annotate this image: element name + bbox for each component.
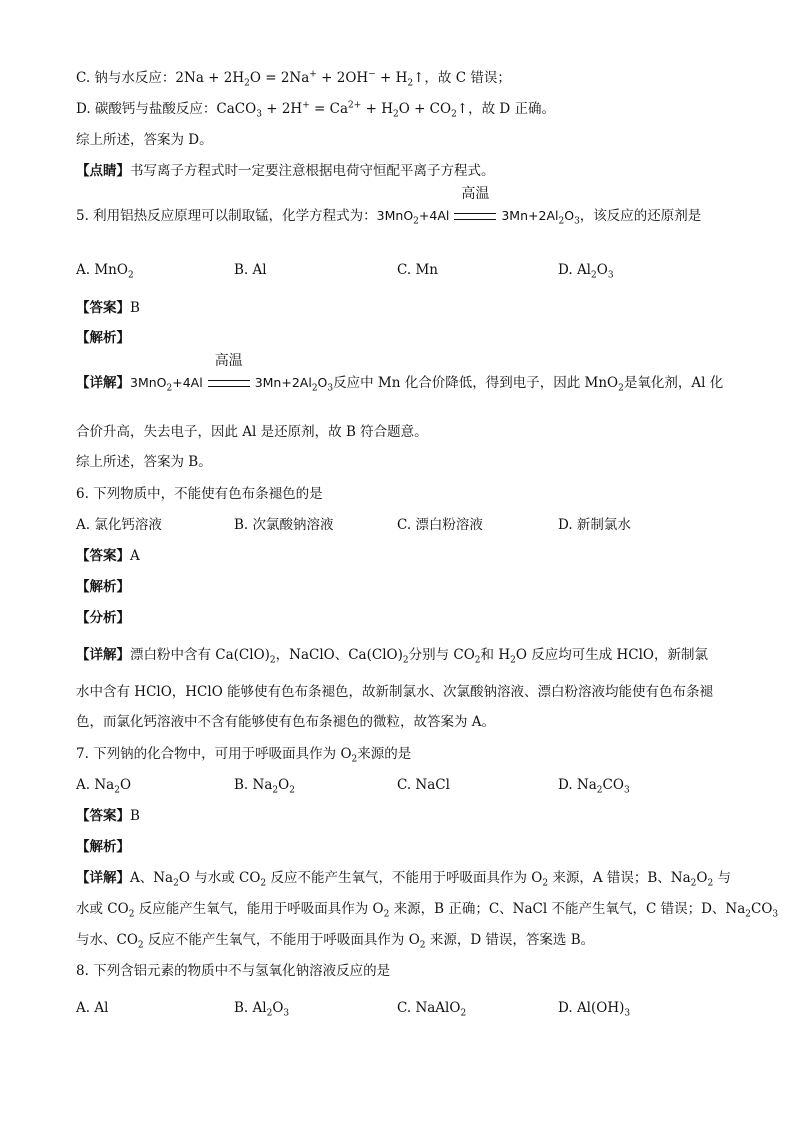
sup: − [368,69,376,80]
text: 来源，A 错误；B、Na [548,870,691,886]
q6-fenxi-tag [76,608,130,628]
equation-part: O [317,375,328,390]
q6-answer [76,546,140,566]
sub: 2 [244,78,250,89]
sub: 2 [474,655,481,666]
sub: 2 [591,270,597,281]
text: D. 碳酸钙与盐酸反应：CaCO [76,101,257,117]
value: O [272,1000,284,1016]
q6-detail-line-3: 色，而氯化钙溶液中不含有能够使有色布条褪色的微粒，故答案为 A。 [76,714,496,730]
sub: 2 [745,909,751,920]
text: ↑，故 D 正确。 [456,101,556,117]
sub: 2 [173,878,179,889]
text: O 反应均可生成 HClO，新制氯 [515,647,708,663]
text: A、Na [130,870,174,886]
q8-option-c [397,998,466,1018]
q7-analysis-tag [76,837,130,857]
sub: 2 [128,909,135,920]
sub: 2 [266,1008,273,1019]
label: C. [397,1000,412,1016]
q6-option-b: B. 次氯酸钠溶液 [234,517,334,533]
answer-value: B [130,300,140,316]
q8-option-d [558,998,630,1018]
text: O + CO [398,101,452,117]
question-5-stem [76,186,702,227]
q7-answer [76,806,140,826]
sub: 2 [618,383,624,394]
q8-option-b [234,998,289,1018]
sub: 2 [260,878,267,889]
q5-detail-line-1 [76,353,724,394]
value: Al [576,262,592,278]
text: ↑，故 C 错误； [413,70,511,86]
text: 来源，B 正确；C、NaCl 不能产生氧气，C 错误；D、Na [389,901,746,917]
value: B. Na [234,777,273,793]
value: O [119,777,132,793]
q6-analysis-tag [76,577,130,597]
reaction-condition [205,353,253,393]
equals-sign [454,213,496,220]
text: 分别与 CO [408,647,475,663]
answer-tag: 【答案】 [76,548,130,564]
sub: 2 [383,909,390,920]
text: 5. 利用铝热反应原理可以制取锰，化学方程式为： [76,208,377,224]
text: 是氧化剂，Al 化 [623,375,724,391]
text: O [696,870,708,886]
formula: MnO [584,375,619,391]
q7-option-c: C. NaCl [397,777,450,793]
value: Al [252,1000,267,1016]
question-8-stem: 8. 下列含铝元素的物质中不与氢氧化钠溶液反应的是 [76,963,391,979]
text: O = 2Na [249,70,310,86]
text: + 2OH [316,70,369,86]
q7-option-d [558,775,630,795]
equation-part: O [564,208,575,223]
q5-answer [76,298,140,318]
text: + 2H [261,101,303,117]
sub: 2 [351,754,358,765]
sub: 2 [558,216,565,227]
q7-detail-line-3 [76,930,594,950]
sub: 2 [510,655,516,666]
sub: 3 [327,383,334,394]
q6-option-c: C. 漂白粉溶液 [397,517,483,533]
sub: 3 [623,785,630,796]
text: 与 [713,870,732,886]
equation-part: 3Mn+2Al [254,375,312,390]
analysis-tag: 【解析】 [76,579,130,595]
condition-label: 高温 [214,353,243,369]
sub: 2 [289,785,295,796]
sub: 2 [542,878,549,889]
q6-detail-line-1 [76,645,708,665]
label: A. [76,262,91,278]
sup: 2+ [348,100,362,111]
sub: 3 [607,270,614,281]
text: CO [751,901,773,917]
q6-detail-line-2: 水中含有 HClO，HClO 能够使有色布条褪色，故新制氯水、次氯酸钠溶液、漂白粉溶液均能使有色布条褪 [76,684,714,700]
q6-option-d: D. 新制氯水 [558,517,631,533]
text: ，NaClO、Ca(ClO) [275,647,403,663]
sub: 2 [272,785,279,796]
text: + H [375,70,408,86]
sub: 3 [772,909,779,920]
sub: 3 [574,216,580,227]
answer-value: A [130,548,140,564]
value: A. Na [76,777,115,793]
label: B. [234,1000,249,1016]
sub: 2 [451,109,457,120]
q7-detail-line-1 [76,868,731,888]
sub: 2 [127,270,134,281]
value: D. Na [558,777,597,793]
tip-tag: 【点睛】 [76,163,130,179]
analysis-tag: 【解析】 [76,839,130,855]
sub: 2 [166,383,173,394]
text: 书写离子方程式时一定要注意根据电荷守恒配平离子方程式。 [130,163,495,179]
text: 水或 CO [76,901,129,917]
sub: 2 [413,216,419,227]
label: B. [234,262,249,278]
text: 漂白粉中含有 Ca(ClO) [130,647,270,663]
sub: 2 [114,785,120,796]
q7-option-a [76,775,131,795]
analysis-tag: 【解析】 [76,330,130,346]
line-c-sodium-water [76,68,511,88]
sub: 2 [137,940,144,951]
sup: + [309,69,317,80]
q8-option-a: A. Al [76,1000,109,1016]
text: 7. 下列钠的化合物中，可用于呼吸面具作为 O [76,746,352,762]
sub: 2 [707,878,714,889]
value: NaAlO [415,1000,461,1016]
sub: 2 [407,78,414,89]
equation-part: +4Al [172,375,203,390]
sub: 2 [392,109,399,120]
q5-option-a [76,260,134,280]
sup: + [302,100,310,111]
label: C. [397,262,412,278]
value: Al [252,262,267,278]
q5-option-c [397,260,438,280]
condition-label: 高温 [461,186,490,202]
value: Mn [415,262,438,278]
sub: 2 [419,940,426,951]
value: O [596,262,608,278]
detail-tag: 【详解】 [76,870,130,886]
detail-tag: 【详解】 [76,647,130,663]
sub: 3 [624,1008,631,1019]
label: D. [558,1000,573,1016]
sub: 2 [596,785,603,796]
value: MnO [94,262,128,278]
text: 反应能产生氧气，能用于呼吸面具作为 O [134,901,384,917]
summary-line: 综上所述，答案为 D。 [76,132,213,148]
fenxi-tag: 【分析】 [76,610,130,626]
q5-option-b [234,260,267,280]
text: 反应不能产生氧气，不能用于呼吸面具作为 O [266,870,543,886]
q5-summary: 综上所述，答案为 B。 [76,454,212,470]
question-7-stem [76,744,411,764]
q7-detail-line-2 [76,899,778,919]
sub: 2 [311,383,318,394]
value: Al(OH) [576,1000,625,1016]
sub: 2 [460,1008,467,1019]
answer-tag: 【答案】 [76,808,130,824]
value: CO [602,777,624,793]
text: O 与水或 CO [178,870,261,886]
text: = Ca [309,101,349,117]
answer-value: B [130,808,140,824]
q6-option-a: A. 氯化钙溶液 [76,517,162,533]
equation-part: 3Mn+2Al [501,208,559,223]
sub: 3 [283,1008,290,1019]
text: 和 H [480,647,511,663]
sub: 2 [269,655,276,666]
equation-part: +4Al [418,208,450,223]
question-6-stem: 6. 下列物质中，不能使有色布条褪色的是 [76,486,323,502]
q5-detail-line-2: 合价升高，失去电子，因此 Al 是还原剂，故 B 符合题意。 [76,424,428,440]
text: 来源，D 错误，答案选 B。 [425,932,595,948]
reaction-condition [451,186,499,226]
text: C. 钠与水反应：2Na + 2H [76,70,245,86]
sub: 2 [690,878,697,889]
detail-tag: 【详解】 [76,375,130,391]
q5-option-d [558,260,614,280]
tip-line [76,161,495,181]
text: 与水、CO [76,932,138,948]
answer-tag: 【答案】 [76,300,130,316]
label: D. [558,262,573,278]
text: 来源的是 [357,746,412,762]
sub: 2 [402,655,409,666]
text: 反应不能产生氧气，不能用于呼吸面具作为 O [143,932,420,948]
value: O [278,777,290,793]
equation-part: 3MnO [376,208,414,223]
text: ，该反应的还原剂是 [579,208,702,224]
line-d-calcium-carbonate [76,99,555,119]
q5-analysis-tag [76,328,130,348]
text: + H [361,101,393,117]
equals-sign [208,380,250,387]
q7-option-b [234,775,295,795]
text: 反应中 Mn 化合价降低，得到电子，因此 [333,375,585,391]
sub: 3 [256,109,262,120]
equation-part: 3MnO [130,375,167,390]
